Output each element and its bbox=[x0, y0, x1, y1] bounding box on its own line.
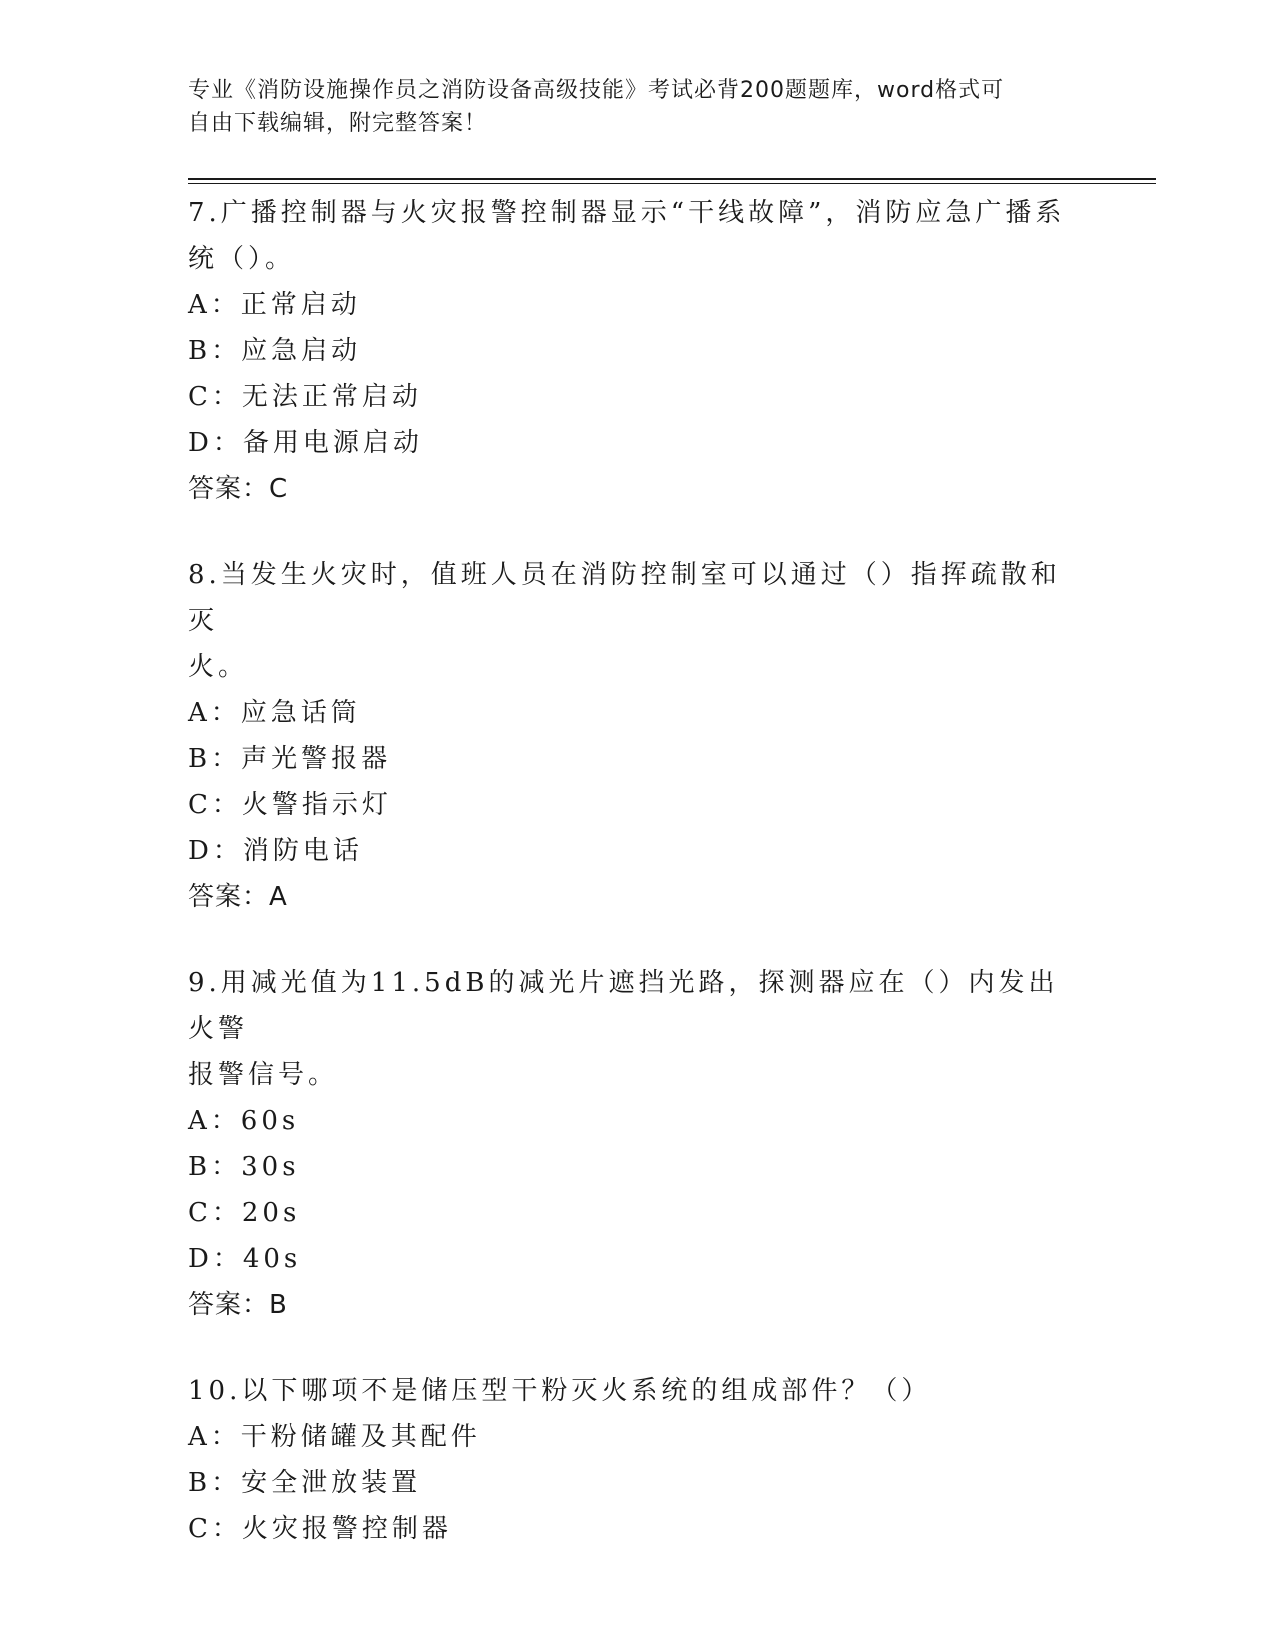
option-b: B：声光警报器 bbox=[188, 744, 392, 774]
answer-line: 答案：A bbox=[188, 882, 288, 912]
header-divider-thick bbox=[188, 178, 1156, 180]
option-a: A：正常启动 bbox=[188, 290, 361, 320]
header-line-1: 专业《消防设施操作员之消防设备高级技能》考试必背200题题库，word格式可 bbox=[188, 78, 1005, 103]
header-divider-thin bbox=[188, 183, 1156, 184]
option-b: B：30s bbox=[188, 1152, 300, 1182]
question-7 bbox=[188, 190, 1088, 512]
question-stem-continued: 统（）。 bbox=[188, 244, 296, 274]
option-d: D：备用电源启动 bbox=[188, 428, 423, 458]
option-b: B：应急启动 bbox=[188, 336, 362, 366]
answer-line: 答案：B bbox=[188, 1290, 288, 1320]
question-stem: 8.当发生火灾时，值班人员在消防控制室可以通过（）指挥疏散和灭 bbox=[188, 560, 1061, 636]
option-d: D：消防电话 bbox=[188, 836, 363, 866]
question-stem: 7.广播控制器与火灾报警控制器显示“干线故障”，消防应急广播系 bbox=[188, 198, 1066, 228]
question-stem: 10.以下哪项不是储压型干粉灭火系统的组成部件？（） bbox=[188, 1376, 932, 1406]
option-a: A：60s bbox=[188, 1106, 300, 1136]
option-d: D：40s bbox=[188, 1244, 302, 1274]
question-stem: 9.用减光值为11.5dB的减光片遮挡光路，探测器应在（）内发出火警 bbox=[188, 968, 1059, 1044]
question-stem-continued: 报警信号。 bbox=[188, 1060, 339, 1090]
option-c: C：20s bbox=[188, 1198, 301, 1228]
option-a: A：应急话筒 bbox=[188, 698, 361, 728]
question-10 bbox=[188, 1368, 1088, 1552]
header-line-2: 自由下载编辑，附完整答案！ bbox=[188, 111, 488, 136]
question-stem-continued: 火。 bbox=[188, 652, 249, 682]
question-9 bbox=[188, 960, 1088, 1328]
option-c: C：火灾报警控制器 bbox=[188, 1514, 452, 1544]
option-c: C：火警指示灯 bbox=[188, 790, 392, 820]
option-c: C：无法正常启动 bbox=[188, 382, 422, 412]
option-a: A：干粉储罐及其配件 bbox=[188, 1422, 481, 1452]
answer-line: 答案：C bbox=[188, 474, 289, 504]
option-b: B：安全泄放装置 bbox=[188, 1468, 422, 1498]
document-header bbox=[188, 74, 1088, 140]
question-list bbox=[188, 190, 1088, 1592]
question-8 bbox=[188, 552, 1088, 920]
